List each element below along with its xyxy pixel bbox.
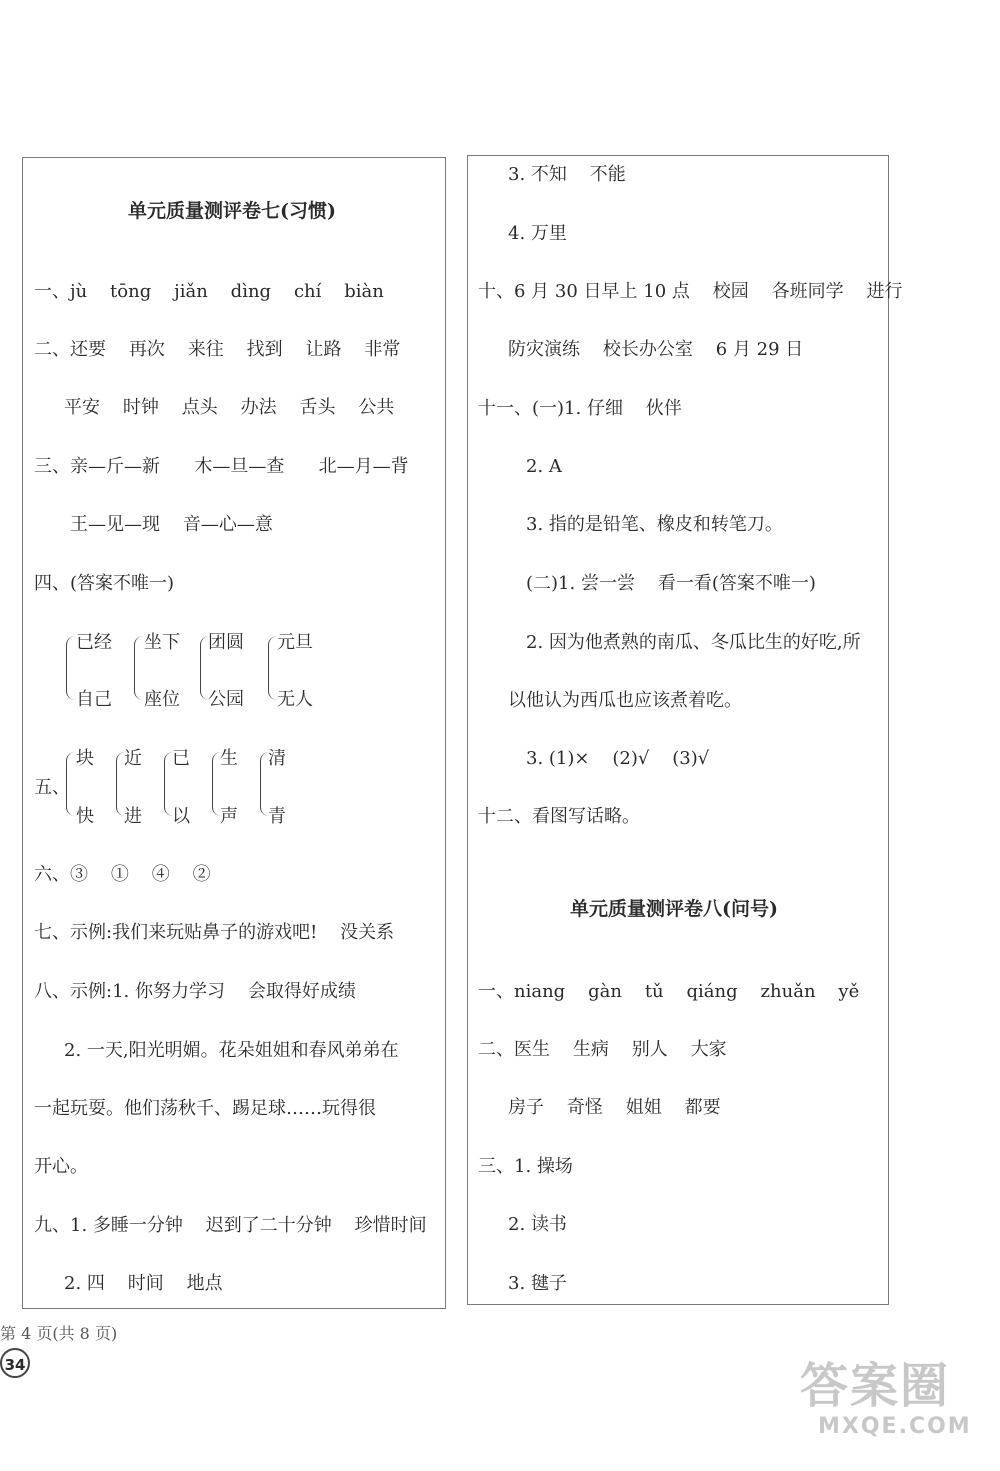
answer-q2-line1: 二、还要 再次 来往 找到 让路 非常 [34, 339, 401, 360]
q5-group4-bottom: 声 [220, 806, 238, 827]
test-seven-title: 单元质量测评卷七(习惯) [128, 200, 336, 222]
answer-q11-line3: 3. 指的是铅笔、橡皮和转笔刀。 [526, 514, 783, 535]
q5-group1-bottom: 快 [76, 806, 94, 827]
brace-icon [268, 636, 277, 700]
answer-q3-line2: 王—见—现 音—心—意 [70, 514, 273, 535]
page-count-footer: 第 4 页(共 8 页) [0, 1324, 118, 1343]
answer-q10-line2: 防灾演练 校长办公室 6 月 29 日 [508, 339, 804, 360]
answer-q9-line1: 九、1. 多睡一分钟 迟到了二十分钟 珍惜时间 [34, 1215, 427, 1236]
test8-q2-line1: 二、医生 生病 别人 大家 [478, 1039, 727, 1060]
q5-group4-top: 生 [220, 748, 238, 769]
test8-q3-line2: 2. 读书 [508, 1214, 567, 1235]
brace-icon [66, 636, 75, 700]
q4-group4-top: 元旦 [277, 632, 313, 653]
q5-group2-bottom: 进 [124, 806, 142, 827]
answer-q11-part2-line1: (二)1. 尝一尝 看一看(答案不唯一) [526, 573, 816, 594]
right-line-2: 4. 万里 [508, 223, 567, 244]
q5-group5-bottom: 青 [268, 806, 286, 827]
q4-group2-bottom: 座位 [144, 689, 180, 710]
q4-group4-bottom: 无人 [277, 689, 313, 710]
watermark-domain: MXQE.COM [818, 1414, 972, 1439]
site-watermark [800, 1358, 990, 1458]
test8-q3-line3: 3. 毽子 [508, 1273, 567, 1294]
answer-q10-line1: 十、6 月 30 日早上 10 点 校园 各班同学 进行 [478, 281, 903, 302]
answer-q4-heading: 四、(答案不唯一) [34, 573, 175, 594]
q5-group3-bottom: 以 [172, 806, 190, 827]
test8-q1-pinyin: 一、niang gàn tǔ qiáng zhuǎn yě [478, 981, 860, 1002]
q4-group1-bottom: 自己 [76, 689, 112, 710]
answer-q5-label: 五、 [34, 777, 70, 798]
right-line-1: 3. 不知 不能 [508, 164, 626, 185]
answer-q11-part2-line2: 2. 因为他煮熟的南瓜、冬瓜比生的好吃,所 [526, 632, 861, 653]
q4-group3-top: 团圆 [208, 632, 244, 653]
page-number-badge: 34 [0, 1348, 30, 1378]
watermark-logo-text: 答案圈 [800, 1358, 951, 1414]
answer-q3-line1: 三、亲—斤—新 木—旦—查 北—月—背 [34, 456, 409, 477]
q4-group2-top: 坐下 [144, 632, 180, 653]
q5-group1-top: 块 [76, 748, 94, 769]
q5-group3-top: 已 [172, 748, 190, 769]
q4-group3-bottom: 公园 [208, 689, 244, 710]
answer-q8-line1: 八、示例:1. 你努力学习 会取得好成绩 [34, 981, 356, 1002]
q5-group5-top: 清 [268, 748, 286, 769]
q4-group1-top: 已经 [76, 632, 112, 653]
answer-q8-line4: 开心。 [34, 1156, 88, 1177]
answer-q11-part2-line3: 以他认为西瓜也应该煮着吃。 [508, 690, 742, 711]
right-answer-column [467, 155, 889, 1305]
answer-q1-pinyin: 一、jù tōng jiǎn dìng chí biàn [34, 281, 384, 302]
test8-q2-line2: 房子 奇怪 姐姐 都要 [508, 1097, 721, 1118]
answer-q8-line3: 一起玩耍。他们荡秋千、踢足球……玩得很 [34, 1098, 376, 1119]
brace-icon [134, 636, 143, 700]
answer-q11-line2: 2. A [526, 456, 562, 477]
test-eight-title: 单元质量测评卷八(问号) [570, 898, 778, 920]
answer-q9-line2: 2. 四 时间 地点 [64, 1273, 223, 1294]
test8-q3-line1: 三、1. 操场 [478, 1156, 573, 1177]
q5-group2-top: 近 [124, 748, 142, 769]
answer-q11-line1: 十一、(一)1. 仔细 伙伴 [478, 398, 682, 419]
answer-q8-line2: 2. 一天,阳光明媚。花朵姐姐和春风弟弟在 [64, 1040, 399, 1061]
answer-q12: 十二、看图写话略。 [478, 806, 640, 827]
answer-q11-part2-line4: 3. (1)× (2)√ (3)√ [526, 748, 710, 769]
answer-q6: 六、③ ① ④ ② [34, 864, 211, 885]
answer-q7: 七、示例:我们来玩贴鼻子的游戏吧! 没关系 [34, 922, 395, 943]
brace-icon [66, 752, 75, 816]
answer-q2-line2: 平安 时钟 点头 办法 舌头 公共 [64, 397, 395, 418]
left-answer-column [22, 157, 446, 1309]
